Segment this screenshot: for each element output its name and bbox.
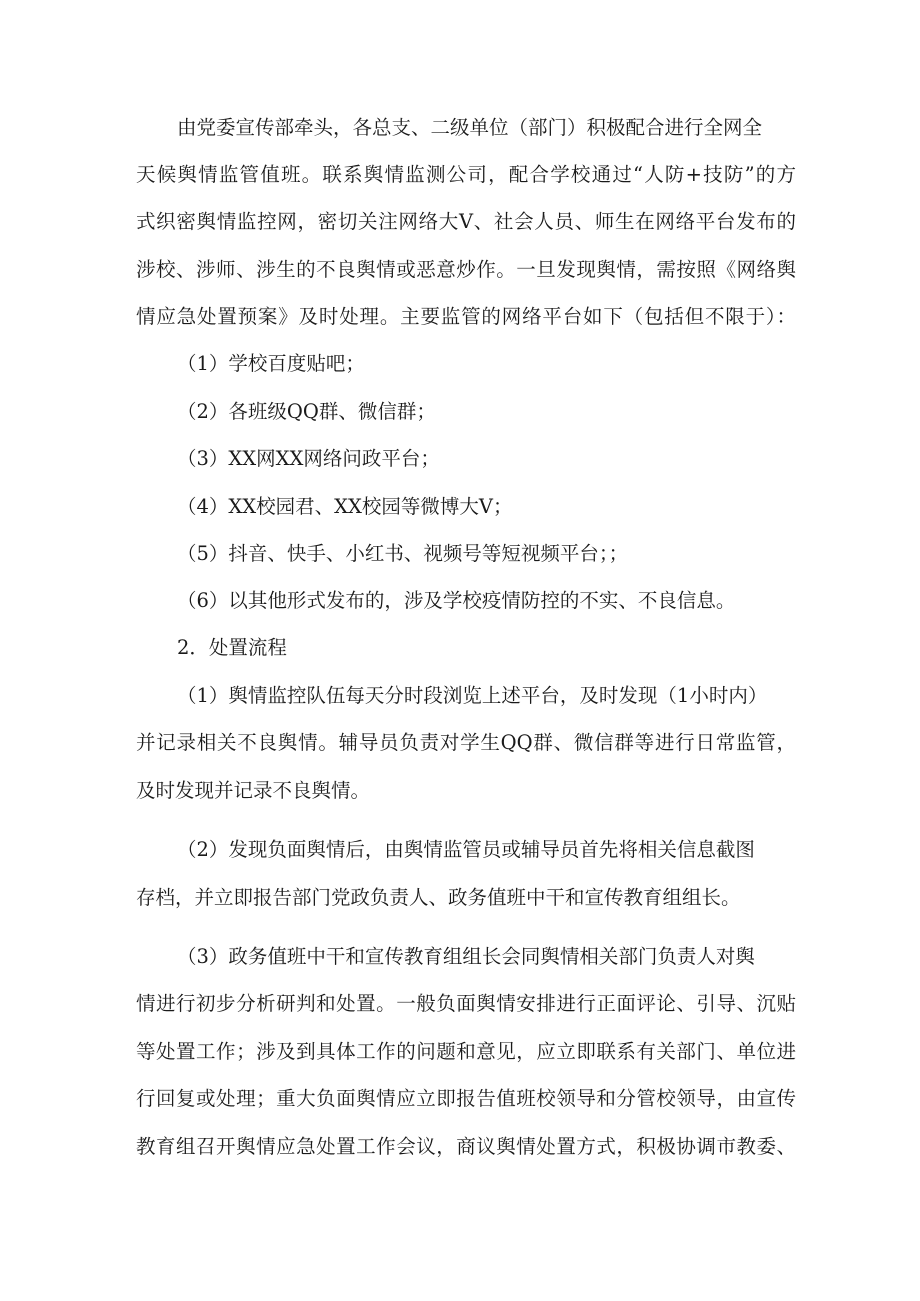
paragraph-line: （3）政务值班中干和宣传教育组组长会同舆情相关部门负责人对舆 bbox=[177, 945, 755, 968]
paragraph-line: 行回复或处理；重大负面舆情应立即报告值班校领导和分管校领导，由宣传 bbox=[136, 1087, 796, 1110]
list-item: （4）XX校园君、XX校园等微博大V； bbox=[177, 495, 513, 518]
paragraph-line: （2）发现负面舆情后，由舆情监管员或辅导员首先将相关信息截图 bbox=[177, 838, 755, 861]
paragraph-line: 存档，并立即报告部门党政负责人、政务值班中干和宣传教育组组长。 bbox=[136, 886, 741, 909]
list-item: （5）抖音、快手、小红书、视频号等短视频平台；； bbox=[177, 542, 629, 565]
section-heading: 2．处置流程 bbox=[177, 636, 287, 659]
paragraph-line: 情进行初步分析研判和处置。一般负面舆情安排进行正面评论、引导、沉贴 bbox=[136, 992, 796, 1015]
paragraph-line: 并记录相关不良舆情。辅导员负责对学生QQ群、微信群等进行日常监管， bbox=[136, 731, 796, 754]
list-item: （3）XX网XX网络问政平台； bbox=[177, 447, 440, 470]
paragraph-line: 由党委宣传部牵头，各总支、二级单位（部门）积极配合进行全网全 bbox=[177, 116, 763, 139]
list-item: （6）以其他形式发布的，涉及学校疫情防控的不实、不良信息。 bbox=[177, 589, 736, 612]
paragraph-line: 情应急处置预案》及时处理。主要监管的网络平台如下（包括但不限于）： bbox=[136, 305, 796, 328]
paragraph-line: 等处置工作；涉及到具体工作的问题和意见，应立即联系有关部门、单位进 bbox=[136, 1040, 796, 1063]
paragraph-line: 及时发现并记录不良舆情。 bbox=[136, 779, 371, 802]
paragraph-line: 式织密舆情监控网，密切关注网络大V、社会人员、师生在网络平台发布的 bbox=[136, 210, 796, 233]
paragraph-line: 天候舆情监管值班。联系舆情监测公司，配合学校通过“人防+技防”的方 bbox=[136, 163, 796, 186]
paragraph-line: 教育组召开舆情应急处置工作会议，商议舆情处置方式，积极协调市教委、 bbox=[136, 1135, 796, 1158]
paragraph-line: （1）舆情监控队伍每天分时段浏览上述平台，及时发现（1小时内） bbox=[177, 684, 768, 707]
list-item: （2）各班级QQ群、微信群； bbox=[177, 400, 436, 423]
paragraph-line: 涉校、涉师、涉生的不良舆情或恶意炒作。一旦发现舆情，需按照《网络舆 bbox=[136, 258, 796, 281]
list-item: （1）学校百度贴吧； bbox=[177, 352, 365, 375]
